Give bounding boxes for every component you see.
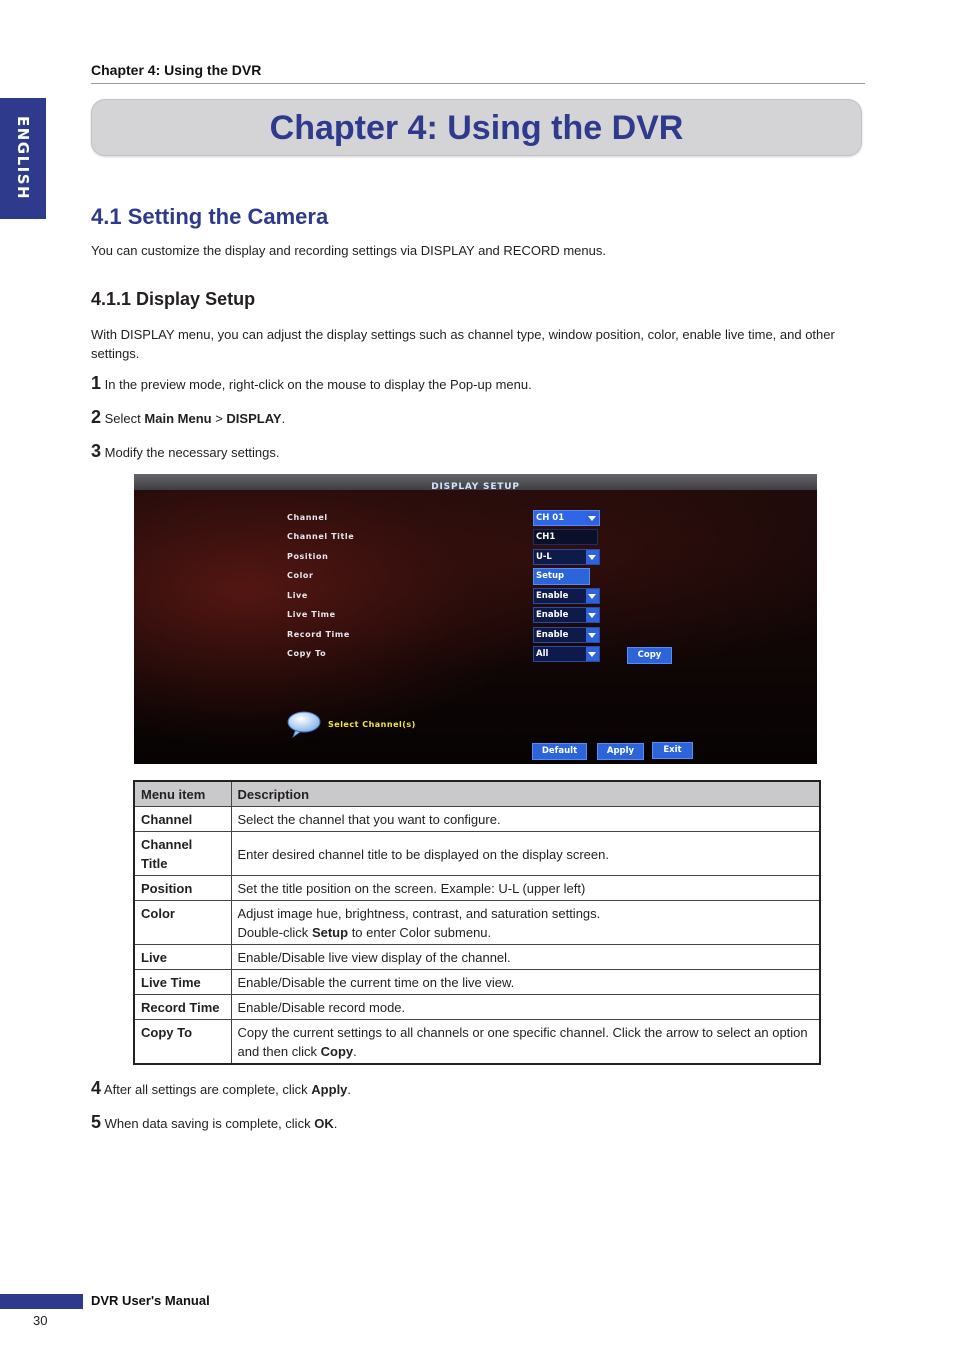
step-1	[91, 373, 532, 395]
chapter-title: Chapter 4: Using the DVR	[269, 108, 684, 147]
description-bold-copy: Copy	[320, 1044, 354, 1059]
dvr-label-color: Color	[287, 571, 314, 580]
dvr-label-channel: Channel	[287, 513, 328, 522]
table-cell-item: Copy To	[134, 1020, 231, 1065]
description-line-1: Adjust image hue, brightness, contrast, and saturation settings.	[237, 906, 601, 921]
dvr-screen-title: DISPLAY SETUP	[431, 482, 520, 492]
table-cell-description	[231, 901, 820, 945]
table-cell-description: Enable/Disable record mode.	[231, 995, 820, 1020]
section-heading: 4.1 Setting the Camera	[91, 204, 329, 229]
header-rule	[91, 83, 865, 84]
dropdown-value: Enable	[536, 591, 569, 601]
button-label: Default	[541, 746, 578, 756]
table-cell-item	[134, 832, 231, 876]
dropdown-arrow-icon	[586, 589, 599, 603]
table-cell-item: Color	[134, 901, 231, 945]
dvr-title-bar	[134, 474, 817, 490]
dvr-apply-button	[597, 743, 644, 760]
button-label: Setup	[536, 571, 565, 581]
table-cell-item: Channel	[134, 807, 231, 832]
dvr-label-live-time: Live Time	[287, 610, 336, 619]
table-row	[134, 876, 820, 901]
step-separator: >	[215, 411, 223, 426]
dvr-record-time-dropdown	[533, 627, 600, 643]
chapter-banner	[91, 99, 862, 156]
table-cell-item: Live	[134, 945, 231, 970]
table-row	[134, 901, 820, 945]
table-row	[134, 945, 820, 970]
field-value: CH1	[536, 532, 556, 542]
footer-accent-bar	[0, 1294, 83, 1309]
table-row	[134, 970, 820, 995]
dropdown-value: Enable	[536, 630, 569, 640]
step-number: 1	[91, 373, 102, 393]
table-cell-item: Position	[134, 876, 231, 901]
step-text: When data saving is complete, click	[104, 1116, 311, 1131]
step-bold-display: DISPLAY	[226, 411, 282, 426]
dvr-copy-to-dropdown	[533, 646, 600, 662]
dropdown-arrow-icon	[586, 628, 599, 642]
dropdown-arrow-icon	[586, 647, 599, 661]
description-line-2-end: to enter Color submenu.	[351, 925, 492, 940]
step-number: 2	[91, 407, 102, 427]
table-row	[134, 807, 820, 832]
dvr-live-time-dropdown	[533, 607, 600, 623]
dvr-position-dropdown	[533, 549, 600, 565]
display-settings-table	[133, 780, 821, 1065]
step-4	[91, 1078, 351, 1100]
step-period: .	[333, 1116, 338, 1131]
table-cell-description: Enable/Disable live view display of the channel.	[231, 945, 820, 970]
speech-bubble-icon	[287, 711, 321, 738]
dvr-channel-title-field	[533, 529, 598, 545]
step-period: .	[281, 411, 286, 426]
step-bold-apply: Apply	[311, 1082, 348, 1097]
page-number: 30	[33, 1313, 48, 1328]
dropdown-arrow-icon	[586, 550, 599, 564]
dropdown-value: Enable	[536, 610, 569, 620]
button-label: Apply	[606, 746, 635, 756]
dvr-display-setup-screenshot	[134, 474, 817, 764]
dvr-label-channel-title: Channel Title	[287, 532, 355, 541]
step-text: In the preview mode, right-click on the mouse to display the Pop-up menu.	[104, 377, 532, 392]
dropdown-value: U-L	[536, 552, 552, 562]
item-text: Channel Title	[141, 837, 193, 871]
dvr-default-button	[532, 743, 587, 760]
dvr-label-copy-to: Copy To	[287, 649, 327, 658]
step-number: 4	[91, 1078, 102, 1098]
dvr-color-setup-button	[533, 568, 590, 585]
step-text: Modify the necessary settings.	[104, 445, 280, 460]
dvr-hint-text: Select Channel(s)	[328, 720, 416, 729]
table-cell-description: Select the channel that you want to configure.	[231, 807, 820, 832]
button-label: Copy	[637, 650, 662, 660]
dvr-label-record-time: Record Time	[287, 630, 350, 639]
step-text: Select	[104, 411, 141, 426]
table-cell-description: Set the title position on the screen. Example: U-L (upper left)	[231, 876, 820, 901]
table-cell-description: Enable/Disable the current time on the live view.	[231, 970, 820, 995]
subsection-heading: 4.1.1 Display Setup	[91, 289, 256, 309]
step-bold-main-menu: Main Menu	[144, 411, 212, 426]
step-period: .	[347, 1082, 352, 1097]
dropdown-arrow-icon	[586, 511, 599, 525]
table-row	[134, 995, 820, 1020]
step-text: After all settings are complete, click	[103, 1082, 308, 1097]
subsection-intro: With DISPLAY menu, you can adjust the display settings such as channel type, window position, color, enable live time, and other settings.	[91, 327, 835, 361]
step-5	[91, 1112, 337, 1134]
description-period: .	[353, 1044, 357, 1059]
dropdown-value: All	[536, 649, 549, 659]
dvr-label-live: Live	[287, 591, 308, 600]
table-cell-item: Record Time	[134, 995, 231, 1020]
dropdown-arrow-icon	[586, 608, 599, 622]
dvr-exit-button	[652, 742, 693, 759]
table-cell-description	[231, 1020, 820, 1065]
table-header-row	[134, 781, 820, 807]
table-header-description: Description	[231, 781, 820, 807]
dvr-copy-button	[627, 647, 672, 664]
step-number: 5	[91, 1112, 102, 1132]
table-cell-item: Live Time	[134, 970, 231, 995]
section-intro: You can customize the display and recording settings via DISPLAY and RECORD menus.	[91, 243, 606, 258]
description-text: Copy the current settings to all channels or one specific channel. Click the arrow to select an option and then click	[237, 1025, 808, 1059]
step-bold-ok: OK	[314, 1116, 334, 1131]
step-number: 3	[91, 441, 102, 461]
footer-manual-title: DVR User's Manual	[91, 1293, 210, 1308]
table-row	[134, 832, 820, 876]
step-3	[91, 441, 280, 463]
button-label: Exit	[663, 745, 682, 755]
description-line-2: Double-click	[237, 925, 309, 940]
dropdown-value: CH 01	[536, 513, 565, 523]
language-label: ENGLISH	[14, 116, 32, 201]
dvr-live-dropdown	[533, 588, 600, 604]
table-header-menu-item: Menu item	[134, 781, 231, 807]
dvr-label-position: Position	[287, 552, 329, 561]
running-header-title: Chapter 4: Using the DVR	[91, 62, 262, 78]
table-row	[134, 1020, 820, 1065]
language-side-tab	[0, 98, 46, 219]
dvr-channel-dropdown	[533, 510, 600, 526]
table-cell-description: Enter desired channel title to be displayed on the display screen.	[231, 832, 820, 876]
step-2	[91, 407, 285, 429]
description-bold-setup: Setup	[311, 925, 349, 940]
